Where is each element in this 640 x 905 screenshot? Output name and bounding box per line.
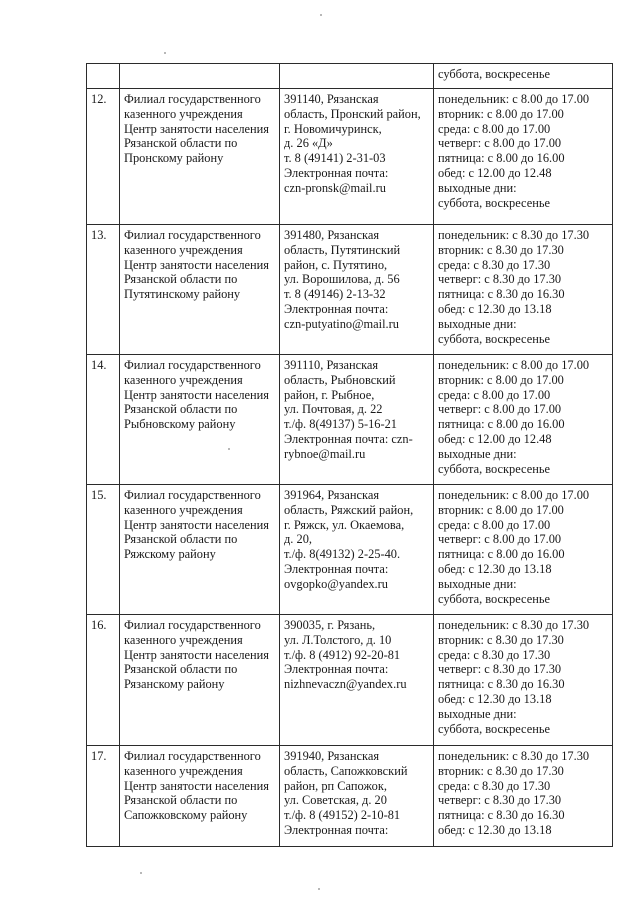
cell-line: выходные дни: bbox=[438, 446, 517, 461]
cell-line: среда: с 8.00 до 17.00 bbox=[438, 387, 551, 402]
cell-line: rybnoe@mail.ru bbox=[284, 446, 366, 461]
cell-line: обед: с 12.00 до 12.48 bbox=[438, 165, 552, 180]
cell-number: 12. bbox=[87, 89, 120, 225]
cell-line: Рязанской области по bbox=[124, 136, 238, 151]
table-row bbox=[87, 89, 613, 225]
cell-number: 15. bbox=[87, 485, 120, 615]
table-row bbox=[87, 355, 613, 485]
cell-line: среда: с 8.30 до 17.30 bbox=[438, 257, 551, 272]
cell-address bbox=[280, 64, 434, 89]
cell-line: Электронная почта: bbox=[284, 822, 389, 837]
cell-line: район, с. Путятино, bbox=[284, 257, 388, 272]
cell-line: Рязанской области по bbox=[124, 793, 238, 808]
cell-line: область, Сапожковский bbox=[284, 763, 408, 778]
cell-line: ул. Л.Толстого, д. 10 bbox=[284, 632, 392, 647]
cell-line: район, г. Рыбное, bbox=[284, 387, 375, 402]
cell-line: Электронная почта: bbox=[284, 165, 389, 180]
cell-line: Центр занятости населения bbox=[124, 517, 269, 532]
cell-line: вторник: с 8.30 до 17.30 bbox=[438, 763, 564, 778]
scan-speck bbox=[164, 52, 166, 54]
cell-line: пятница: с 8.00 до 16.00 bbox=[438, 151, 565, 166]
cell-line: четверг: с 8.00 до 17.00 bbox=[438, 532, 562, 547]
cell-line: czn-putyatino@mail.ru bbox=[284, 316, 399, 331]
table-row bbox=[87, 485, 613, 615]
cell-line: 391480, Рязанская bbox=[284, 228, 380, 242]
cell-line: Путятинскому району bbox=[124, 287, 241, 302]
cell-line: Пронскому району bbox=[124, 151, 224, 166]
cell-number: 16. bbox=[87, 615, 120, 746]
cell-line: Центр занятости населения bbox=[124, 257, 269, 272]
cell-line: Филиал государственного bbox=[124, 358, 261, 372]
cell-line: обед: с 12.00 до 12.48 bbox=[438, 431, 552, 446]
cell-line: суббота, воскресенье bbox=[438, 461, 550, 476]
cell-line: Центр занятости населения bbox=[124, 121, 269, 136]
cell-name bbox=[120, 64, 280, 89]
cell-line: четверг: с 8.30 до 17.30 bbox=[438, 793, 562, 808]
cell-line: область, Путятинский bbox=[284, 242, 401, 257]
cell-line: Центр занятости населения bbox=[124, 387, 269, 402]
cell-line: казенного учреждения bbox=[124, 632, 243, 647]
table-body bbox=[87, 64, 613, 847]
cell-line: пятница: с 8.30 до 16.30 bbox=[438, 677, 565, 692]
cell-number bbox=[87, 64, 120, 89]
cell-address bbox=[280, 485, 434, 615]
scan-speck bbox=[228, 448, 230, 450]
cell-line: г. Ряжск, ул. Окаемова, bbox=[284, 517, 405, 532]
cell-line: Сапожковскому району bbox=[124, 808, 248, 823]
cell-line: 391940, Рязанская bbox=[284, 749, 380, 763]
cell-line: казенного учреждения bbox=[124, 502, 243, 517]
cell-name bbox=[120, 485, 280, 615]
cell-number: 14. bbox=[87, 355, 120, 485]
cell-line: понедельник: с 8.30 до 17.30 bbox=[438, 749, 590, 763]
cell-line: Электронная почта: bbox=[284, 662, 389, 677]
cell-line: ул. Почтовая, д. 22 bbox=[284, 402, 383, 417]
cell-line: понедельник: с 8.30 до 17.30 bbox=[438, 228, 590, 242]
cell-name bbox=[120, 615, 280, 746]
cell-line: пятница: с 8.30 до 16.30 bbox=[438, 287, 565, 302]
table-row-continued bbox=[87, 64, 613, 89]
cell-hours bbox=[434, 355, 613, 485]
cell-line: выходные дни: bbox=[438, 576, 517, 591]
cell-address bbox=[280, 355, 434, 485]
cell-line: г. Новомичуринск, bbox=[284, 121, 382, 136]
cell-line: область, Пронский район, bbox=[284, 106, 421, 121]
cell-line: Электронная почта: czn- bbox=[284, 431, 413, 446]
cell-line: казенного учреждения bbox=[124, 372, 243, 387]
cell-line: ул. Советская, д. 20 bbox=[284, 793, 387, 808]
cell-line: казенного учреждения bbox=[124, 763, 243, 778]
cell-line: обед: с 12.30 до 13.18 bbox=[438, 691, 552, 706]
cell-line: Рязанскому району bbox=[124, 677, 225, 692]
cell-address bbox=[280, 615, 434, 746]
cell-line: 391140, Рязанская bbox=[284, 92, 379, 106]
cell-hours bbox=[434, 615, 613, 746]
cell-line: ул. Ворошилова, д. 56 bbox=[284, 272, 400, 287]
cell-line: область, Рыбновский bbox=[284, 372, 396, 387]
cell-line: пятница: с 8.30 до 16.30 bbox=[438, 808, 565, 823]
cell-line: район, рп Сапожок, bbox=[284, 778, 387, 793]
cell-line: Центр занятости населения bbox=[124, 778, 269, 793]
cell-line: суббота, воскресенье bbox=[438, 591, 550, 606]
cell-hours bbox=[434, 746, 613, 847]
cell-line: понедельник: с 8.00 до 17.00 bbox=[438, 358, 590, 372]
cell-line: д. 20, bbox=[284, 532, 312, 547]
cell-line: вторник: с 8.30 до 17.30 bbox=[438, 632, 564, 647]
cell-line: выходные дни: bbox=[438, 180, 517, 195]
cell-line: Центр занятости населения bbox=[124, 647, 269, 662]
cell-line: 391964, Рязанская bbox=[284, 488, 380, 502]
cell-line: понедельник: с 8.00 до 17.00 bbox=[438, 488, 590, 502]
cell-hours bbox=[434, 225, 613, 355]
scan-speck bbox=[140, 872, 142, 874]
cell-line: Филиал государственного bbox=[124, 618, 261, 632]
cell-hours bbox=[434, 89, 613, 225]
cell-line: Филиал государственного bbox=[124, 488, 261, 502]
cell-line: т./ф. 8 (4912) 92-20-81 bbox=[284, 647, 401, 662]
cell-line: вторник: с 8.00 до 17.00 bbox=[438, 502, 564, 517]
cell-address bbox=[280, 225, 434, 355]
cell-line: четверг: с 8.30 до 17.30 bbox=[438, 272, 562, 287]
cell-line: казенного учреждения bbox=[124, 106, 243, 121]
table-row bbox=[87, 615, 613, 746]
cell-number: 13. bbox=[87, 225, 120, 355]
cell-name bbox=[120, 89, 280, 225]
cell-line: Филиал государственного bbox=[124, 749, 261, 763]
cell-line: четверг: с 8.00 до 17.00 bbox=[438, 402, 562, 417]
cell-line: Рязанской области по bbox=[124, 272, 238, 287]
cell-line: ovgopko@yandex.ru bbox=[284, 576, 388, 591]
cell-line: вторник: с 8.30 до 17.30 bbox=[438, 242, 564, 257]
cell-line: суббота, воскресенье bbox=[438, 195, 550, 210]
table-row bbox=[87, 746, 613, 847]
cell-line: выходные дни: bbox=[438, 706, 517, 721]
cell-line: т. 8 (49146) 2-13-32 bbox=[284, 287, 386, 302]
cell-line: 390035, г. Рязань, bbox=[284, 618, 376, 632]
cell-line: суббота, воскресенье bbox=[438, 721, 550, 736]
cell-line: вторник: с 8.00 до 17.00 bbox=[438, 106, 564, 121]
cell-line: nizhnevaczn@yandex.ru bbox=[284, 677, 407, 692]
employment-centers-table bbox=[86, 63, 613, 847]
cell-line: Филиал государственного bbox=[124, 92, 261, 106]
cell-line: Рязанской области по bbox=[124, 402, 238, 417]
cell-name bbox=[120, 225, 280, 355]
cell-line: czn-pronsk@mail.ru bbox=[284, 180, 386, 195]
cell-line: четверг: с 8.00 до 17.00 bbox=[438, 136, 562, 151]
scan-speck bbox=[318, 888, 320, 890]
cell-address bbox=[280, 746, 434, 847]
cell-line: Рыбновскому району bbox=[124, 417, 236, 432]
cell-line: суббота, воскресенье bbox=[438, 67, 550, 81]
cell-line: т./ф. 8 (49152) 2-10-81 bbox=[284, 808, 401, 823]
cell-line: казенного учреждения bbox=[124, 242, 243, 257]
cell-line: обед: с 12.30 до 13.18 bbox=[438, 561, 552, 576]
cell-line: понедельник: с 8.00 до 17.00 bbox=[438, 92, 590, 106]
cell-line: 391110, Рязанская bbox=[284, 358, 379, 372]
cell-line: среда: с 8.30 до 17.30 bbox=[438, 778, 551, 793]
cell-line: Ряжскому району bbox=[124, 547, 216, 562]
cell-line: пятница: с 8.00 до 16.00 bbox=[438, 417, 565, 432]
cell-line: д. 26 «Д» bbox=[284, 136, 333, 151]
cell-line: среда: с 8.30 до 17.30 bbox=[438, 647, 551, 662]
cell-name bbox=[120, 746, 280, 847]
cell-number: 17. bbox=[87, 746, 120, 847]
cell-line: четверг: с 8.30 до 17.30 bbox=[438, 662, 562, 677]
cell-line: Электронная почта: bbox=[284, 301, 389, 316]
cell-line: Филиал государственного bbox=[124, 228, 261, 242]
cell-hours bbox=[434, 485, 613, 615]
scan-speck bbox=[320, 14, 322, 16]
cell-line: понедельник: с 8.30 до 17.30 bbox=[438, 618, 590, 632]
cell-line: обед: с 12.30 до 13.18 bbox=[438, 301, 552, 316]
cell-line: пятница: с 8.00 до 16.00 bbox=[438, 547, 565, 562]
cell-line: среда: с 8.00 до 17.00 bbox=[438, 121, 551, 136]
cell-line: т. 8 (49141) 2-31-03 bbox=[284, 151, 386, 166]
cell-line: Рязанской области по bbox=[124, 662, 238, 677]
cell-hours bbox=[434, 64, 613, 89]
cell-line: суббота, воскресенье bbox=[438, 331, 550, 346]
cell-address bbox=[280, 89, 434, 225]
cell-line: т./ф. 8(49132) 2-25-40. bbox=[284, 547, 401, 562]
cell-line: Рязанской области по bbox=[124, 532, 238, 547]
cell-line: обед: с 12.30 до 13.18 bbox=[438, 822, 552, 837]
cell-line: выходные дни: bbox=[438, 316, 517, 331]
cell-line: среда: с 8.00 до 17.00 bbox=[438, 517, 551, 532]
cell-line: вторник: с 8.00 до 17.00 bbox=[438, 372, 564, 387]
cell-name bbox=[120, 355, 280, 485]
cell-line: т./ф. 8(49137) 5-16-21 bbox=[284, 417, 397, 432]
cell-line: Электронная почта: bbox=[284, 561, 389, 576]
table-row bbox=[87, 225, 613, 355]
cell-line: область, Ряжский район, bbox=[284, 502, 414, 517]
